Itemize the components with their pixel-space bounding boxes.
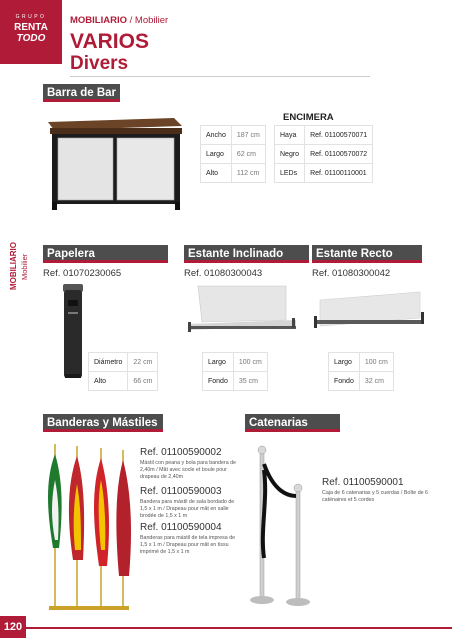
bandera-ref-3: Ref. 01100590004 [140,522,222,533]
catenarias-ref: Ref. 01100590001 [322,477,404,488]
logo-line-2: RENTA [14,22,48,33]
section-label-estante-inclinado: Estante Inclinado [184,245,309,263]
side-tab-es: MOBILIARIO [9,242,18,290]
catenarias-desc: Caja de 6 catenarias y 5 cuerdas / Boîte de 6 caténaires et 5 cordes [322,490,429,503]
dim-key: Ancho [201,126,232,145]
table-row [329,353,394,372]
side-section-tab [3,240,41,290]
breadcrumb-separator: / [127,15,135,26]
barra-dimensions-table [200,125,266,183]
waste-bin-image [58,282,88,382]
straight-shelf-image [312,282,427,338]
estante-recto-ref: Ref. 01080300042 [312,268,391,279]
table-row [275,164,373,183]
option-ref: Ref. 01100570072 [305,145,373,164]
table-row [275,145,373,164]
side-tab-fr: Mobilier [20,253,29,280]
section-label-barra: Barra de Bar [43,84,120,102]
breadcrumb [70,15,168,26]
option-name: Negro [275,145,305,164]
dim-key: Fondo [203,372,234,391]
breadcrumb-fr: Mobilier [134,15,169,26]
papelera-dimensions-table [88,352,158,391]
bandera-desc-3: Banderas para mástil de tela impresa de 1,5 x 1 m / Drapeau pour mât en tissu imprimé de 1,5 x 1 m [140,535,236,555]
table-row [329,372,394,391]
estante-inclinado-dimensions-table [202,352,268,391]
dim-value: 187 cm [231,126,265,145]
dim-value: 112 cm [231,164,265,183]
bar-counter-image [36,114,186,212]
inclined-shelf-image [184,282,299,338]
dim-value: 35 cm [233,372,267,391]
table-row [89,372,158,391]
bandera-desc-2: Bandera para mástil de sala bordado de 1,5 x 1 m / Drapeau pour mât en salle brodée de 1,5 x 1 m [140,499,235,519]
table-row [203,353,268,372]
page-number: 120 [0,616,26,638]
encimera-table [274,125,373,183]
dim-key: Alto [201,164,232,183]
dim-value: 100 cm [233,353,267,372]
encimera-heading: ENCIMERA [283,112,334,123]
dim-value: 22 cm [128,353,158,372]
table-row [201,164,266,183]
dim-key: Largo [203,353,234,372]
table-row [203,372,268,391]
estante-recto-dimensions-table [328,352,394,391]
option-name: LEDs [275,164,305,183]
table-row [201,145,266,164]
option-ref: Ref. 01100570071 [305,126,373,145]
estante-inclinado-ref: Ref. 01080300043 [184,268,263,279]
dim-value: 66 cm [128,372,158,391]
section-label-banderas: Banderas y Mástiles [43,414,163,432]
table-row [89,353,158,372]
bandera-desc-1: Mástil con peana y bola para bandera de 2,40m / Mât avec socle et boule pour drapeau de 2,40m [140,460,236,480]
dim-key: Alto [89,372,128,391]
logo-line-1: GRUPO [15,14,47,20]
breadcrumb-es: MOBILIARIO [70,15,127,26]
dim-key: Largo [201,145,232,164]
table-row [201,126,266,145]
flags-image [43,440,138,612]
dim-value: 32 cm [359,372,393,391]
section-label-catenarias: Catenarias [245,414,340,432]
dim-value: 100 cm [359,353,393,372]
dim-key: Fondo [329,372,360,391]
footer-divider [26,627,452,629]
section-label-papelera: Papelera [43,245,168,263]
page-title: VARIOS [70,30,149,53]
bandera-ref-1: Ref. 01100590002 [140,447,222,458]
brand-logo [0,0,62,64]
dim-key: Largo [329,353,360,372]
table-row [275,126,373,145]
papelera-ref: Ref. 01070230065 [43,268,122,279]
dim-value: 62 cm [231,145,265,164]
dim-key: Diámetro [89,353,128,372]
stanchions-image [250,440,320,612]
title-divider [70,76,370,77]
page-subtitle: Divers [70,53,129,74]
section-label-estante-recto: Estante Recto [312,245,422,263]
option-ref: Ref. 01100110001 [305,164,373,183]
logo-line-3: TODO [16,33,46,44]
bandera-ref-2: Ref. 01100590003 [140,486,222,497]
option-name: Haya [275,126,305,145]
